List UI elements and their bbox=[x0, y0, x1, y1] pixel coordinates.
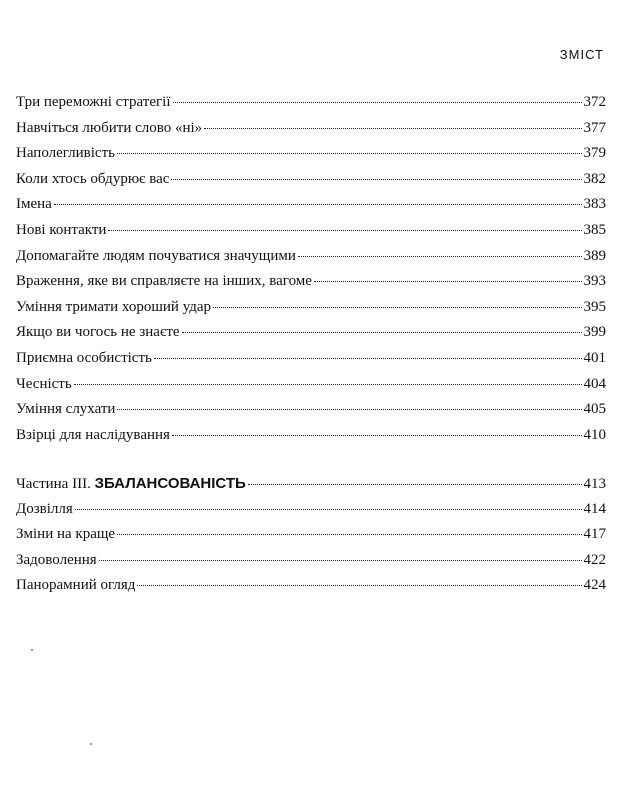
dot-leader bbox=[213, 306, 581, 308]
toc-entry-title: Взірці для наслідування bbox=[16, 426, 170, 443]
dot-leader bbox=[137, 584, 581, 586]
toc-entry-page: 417 bbox=[583, 526, 606, 543]
toc-entry bbox=[16, 116, 606, 142]
toc-entry-page: 395 bbox=[583, 298, 606, 315]
toc-entry-page: 382 bbox=[583, 170, 606, 187]
toc-entry-title: Уміння слухати bbox=[16, 401, 116, 418]
toc-entry-page: 414 bbox=[583, 500, 606, 517]
toc-entry bbox=[16, 346, 606, 372]
toc-entry-page: 410 bbox=[583, 426, 606, 443]
toc-entry-title: Коли хтось обдурює вас bbox=[16, 170, 170, 187]
toc-entry bbox=[16, 269, 606, 295]
toc-entry-title: Якщо ви чогось не знаєте bbox=[16, 324, 180, 341]
toc-entry-page: 404 bbox=[583, 375, 606, 392]
toc-list bbox=[16, 90, 606, 448]
toc-entry-page: 422 bbox=[583, 551, 606, 568]
dot-leader bbox=[117, 152, 582, 154]
dot-leader bbox=[298, 255, 582, 257]
toc-entry-title: Допомагайте людям почуватися значущими bbox=[16, 247, 296, 264]
toc-entry bbox=[16, 573, 606, 599]
toc-entry-page: 393 bbox=[583, 273, 606, 290]
toc-entry-page: 399 bbox=[583, 324, 606, 341]
toc-entry bbox=[16, 90, 606, 116]
toc-entry bbox=[16, 548, 606, 574]
toc-entry-title: Приємна особистість bbox=[16, 349, 152, 366]
dot-leader bbox=[74, 383, 582, 385]
part-prefix: Частина ІІІ. bbox=[16, 476, 95, 492]
dot-leader bbox=[182, 331, 582, 333]
toc-entry bbox=[16, 141, 606, 167]
toc-entry bbox=[16, 497, 606, 523]
toc-entry-page: 377 bbox=[583, 119, 606, 136]
toc-part-title bbox=[16, 471, 246, 498]
toc-entry-title: Нові контакти bbox=[16, 221, 107, 238]
toc-part-heading bbox=[16, 471, 606, 497]
toc-entry-title: Імена bbox=[16, 196, 52, 213]
toc-entry bbox=[16, 244, 606, 270]
dot-leader bbox=[248, 483, 582, 485]
dot-leader bbox=[314, 280, 582, 282]
dot-leader bbox=[172, 434, 582, 436]
running-head: ЗМІСТ bbox=[559, 47, 604, 62]
toc-entry-title: Уміння тримати хороший удар bbox=[16, 298, 212, 315]
dot-leader bbox=[171, 178, 581, 180]
toc-entry-page: 372 bbox=[583, 94, 606, 110]
dot-leader bbox=[173, 101, 582, 103]
toc-entry-page: 424 bbox=[583, 577, 606, 594]
toc-entry bbox=[16, 295, 606, 321]
toc-entry bbox=[16, 218, 606, 244]
dot-leader bbox=[204, 127, 581, 129]
paper-speck bbox=[90, 743, 92, 745]
dot-leader bbox=[99, 559, 582, 561]
toc-entry-title: Зміни на краще bbox=[16, 526, 116, 543]
toc-entry-page: 379 bbox=[583, 145, 606, 162]
toc-entry-title: Навчіться любити слово «ні» bbox=[16, 119, 203, 136]
dot-leader bbox=[54, 203, 582, 205]
toc-entry bbox=[16, 397, 606, 423]
toc-entry-page: 389 bbox=[583, 247, 606, 264]
toc-entry bbox=[16, 167, 606, 193]
dot-leader bbox=[117, 408, 581, 410]
toc-entry-page: 405 bbox=[583, 401, 606, 418]
toc-entry bbox=[16, 423, 606, 449]
paper-speck bbox=[31, 649, 33, 651]
toc-entry-title: Враження, яке ви справляєте на інших, вагоме bbox=[16, 273, 312, 290]
dot-leader bbox=[108, 229, 581, 231]
toc-entry bbox=[16, 372, 606, 398]
dot-leader bbox=[154, 357, 582, 359]
toc-entry-title: Чесність bbox=[16, 375, 72, 392]
dot-leader bbox=[75, 508, 582, 510]
toc-entry-page: 385 bbox=[583, 221, 606, 238]
toc-entry-title: Три переможні стратегії bbox=[16, 94, 171, 110]
toc-entry-title: Панорамний огляд bbox=[16, 577, 136, 594]
toc-entry bbox=[16, 192, 606, 218]
toc-entry-page: 401 bbox=[583, 349, 606, 366]
toc-entry-title: Наполегливість bbox=[16, 145, 115, 162]
toc-entry-title: Задоволення bbox=[16, 551, 97, 568]
toc-entry bbox=[16, 320, 606, 346]
toc-part-list bbox=[16, 471, 606, 599]
dot-leader bbox=[117, 533, 581, 535]
toc-entry-title: Дозвілля bbox=[16, 500, 73, 517]
toc-entry-page: 413 bbox=[583, 476, 606, 492]
toc-entry bbox=[16, 522, 606, 548]
toc-entry-page: 383 bbox=[583, 196, 606, 213]
part-name: ЗБАЛАНСОВАНІСТЬ bbox=[94, 475, 246, 492]
